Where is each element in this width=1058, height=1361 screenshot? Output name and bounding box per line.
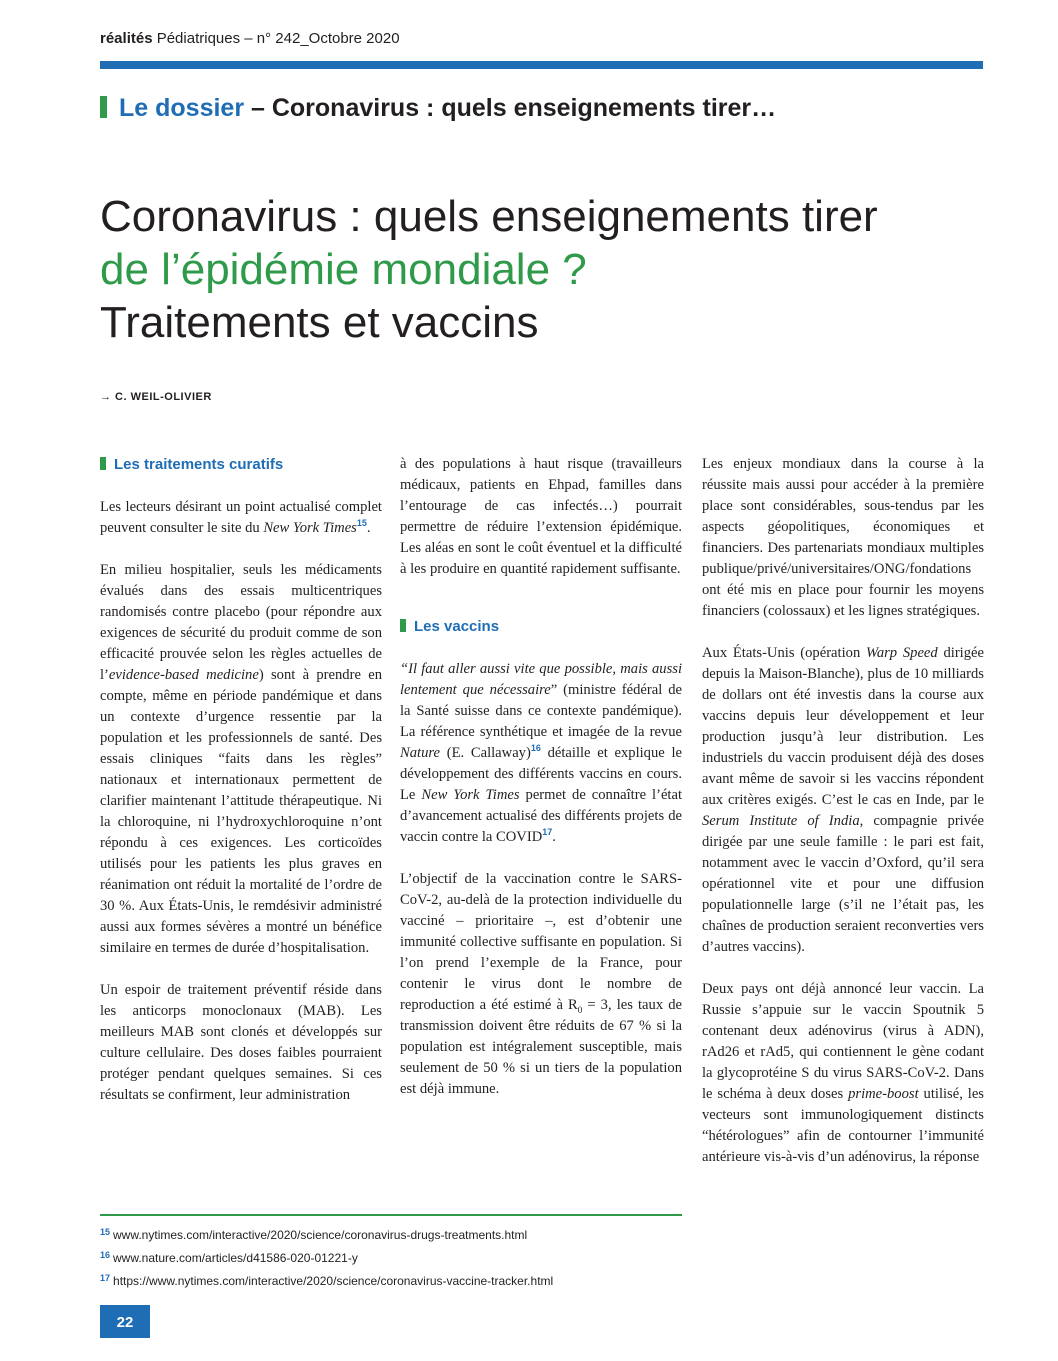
title-line-3: Traitements et vaccins	[100, 298, 539, 347]
text-run: Deux pays ont déjà annoncé leur vaccin. La Russie s’appuie sur le vaccin Spoutnik 5 contenant deux adénovirus (virus à ADN), rAd26 et rAd5, qui contiennent le gène codant la glycoprotéine S du virus SARS-CoV-2. Dans le schéma à deux doses	[702, 981, 984, 1102]
section-marker	[100, 96, 107, 118]
title-line-1: Coronavirus : quels enseignements tirer	[100, 192, 878, 241]
footnote-ref: 15	[356, 518, 367, 529]
footnote-ref: 16	[530, 743, 541, 754]
text-run: (E. Callaway)	[440, 745, 531, 761]
dossier-label: Le dossier	[119, 94, 245, 122]
text-run: Aux États-Unis (opération	[702, 645, 866, 661]
paragraph: Un espoir de traitement préventif réside dans les anticorps monoclonaux (MAB). Les meilleurs MAB sont clonés et développés sur culture cellulaire. Des doses faibles pourraient protéger pendant quelques semaines. Si ces résultats se confirment, leur administration	[100, 982, 382, 1103]
section-marker	[400, 619, 406, 632]
paragraph	[400, 659, 682, 848]
footnote-item	[100, 1268, 553, 1291]
footnote-link[interactable]: www.nytimes.com/interactive/2020/science/coronavirus-drugs-treatments.html	[113, 1228, 528, 1242]
footnote-link[interactable]: www.nature.com/articles/d41586-020-01221-y	[113, 1251, 358, 1265]
top-rule	[100, 61, 983, 69]
text-run: détaille et explique le développement des différents vaccins en cours. Le	[400, 745, 682, 803]
paragraph	[702, 979, 984, 1168]
paragraph	[100, 560, 382, 959]
text-run: L’objectif de la vaccination contre le SARS-CoV-2, au-delà de la protection individuelle du vacciné – prioritaire –, est d’obtenir une immunité collective suffisante en population. Si l’on prend l’exemple de la France, pour contenir le virus dont le nombre de reproduction a été estimé à R	[400, 871, 682, 1013]
dossier-subject: – Coronavirus : quels enseignements tirer…	[244, 94, 777, 122]
footnote-number: 16	[100, 1250, 111, 1260]
article-title	[100, 190, 878, 349]
text-emphasis: Warp Speed	[866, 645, 938, 661]
section-heading-label: Les traitements curatifs	[114, 456, 284, 473]
footnote-ref: 17	[542, 827, 553, 838]
quote: “Il faut aller aussi vite que possible, mais aussi lentement que nécessaire	[400, 661, 682, 698]
section-heading-label: Les vaccins	[414, 618, 500, 635]
author-byline: → C. WEIL-OLIVIER	[100, 391, 212, 403]
text-run: Les lecteurs désirant un point actualisé complet peuvent consulter le site du	[100, 499, 382, 536]
footnote-item	[100, 1245, 553, 1268]
text-emphasis: Nature	[400, 745, 440, 761]
subscript: 0	[577, 1004, 583, 1015]
column-1	[100, 454, 382, 1127]
text-run: utilisé, les vecteurs sont immunologiquement distincts “hétérologues” afin de contourner l’immunité antérieure vis-à-vis d’un adénovirus, la réponse	[702, 1086, 984, 1165]
footnote-rule	[100, 1214, 682, 1216]
text-run: ” (ministre fédéral de la Santé suisse dans ce contexte pandémique). La référence synthétique et imagée de la revue	[400, 682, 682, 740]
footnote-item	[100, 1222, 553, 1245]
paragraph	[400, 869, 682, 1100]
text-run: dirigée depuis la Maison-Blanche), plus de 10 milliards de dollars ont été investis dans la course aux vaccins depuis leur développement et leur production jusqu’à leur distribution. Les industriels du vaccin produisent déjà des doses avant même de savoir si les vaccins répondent aux critères exigés. C’est le cas en Inde, par le	[702, 645, 984, 808]
text-run: .	[552, 829, 556, 845]
footnote-number: 15	[100, 1227, 111, 1237]
journal-name: réalités	[100, 30, 153, 47]
issue-info: Pédiatriques – n° 242_Octobre 2020	[152, 30, 400, 47]
column-3	[702, 454, 984, 1189]
paragraph	[100, 497, 382, 539]
section-marker	[100, 457, 106, 470]
section-heading-vaccines	[400, 616, 682, 637]
text-emphasis: Serum Institute of India	[702, 813, 860, 829]
running-head	[100, 30, 400, 47]
paragraph: Les enjeux mondiaux dans la course à la réussite mais aussi pour accéder à la première place sont considérables, sous-tendus par les aspects géopolitiques, économiques et financiers. Des partenariats mondiaux multiples publique/privé/universitaires/ONG/fondations ont été mis en place pour fournir les moyens financiers (colossaux) et les lignes stratégiques.	[702, 456, 984, 619]
text-run: , compagnie privée dirigée par une seule famille : le pari est fait, notamment avec le vaccin d’Oxford, qu’il sera opérationnel vite et pour une diffusion populationnelle large (s’il ne l’était pas, les chaînes de production seraient reconverties vers d’autres vaccins).	[702, 813, 984, 955]
text-run: permet de connaître l’état d’avancement actualisé des différents projets de vaccin contre la COVID	[400, 787, 683, 845]
footnotes	[100, 1222, 553, 1291]
paragraph	[702, 643, 984, 958]
text-run: .	[366, 520, 371, 536]
footnote-number: 17	[100, 1273, 111, 1283]
text-run: = 3, les taux de transmission doivent être réduits de 67 % si la population est intégralement susceptible, mais seulement de 50 % si un tiers de la population est déjà immune.	[400, 997, 682, 1097]
column-2	[400, 454, 682, 1121]
text-emphasis: evidence-based medicine	[108, 667, 259, 683]
footnote-link[interactable]: https://www.nytimes.com/interactive/2020/science/coronavirus-vaccine-tracker.html	[113, 1274, 554, 1288]
paragraph: à des populations à haut risque (travailleurs médicaux, patients en Ehpad, familles dans l’entourage de cas infectés…) pourrait permettre de réduire l’extension épidémique. Les aléas en sont le coût éventuel et la difficulté à les produire en quantité rapidement suffisante.	[400, 456, 682, 577]
text-run: ) sont à prendre en compte, même en période pandémique et dans un contexte d’urgence ressentie par la population et les professionnels de santé. Des essais cliniques “faits dans les règles” nationaux et internationaux permettent de clarifier maintenant l’attitude thérapeutique. Ni la chloroquine, ni l’hydroxychloroquine n’ont répondu à ces exigences. Les corticoïdes utilisés pour les patients les plus graves en réanimation ont réduit la mortalité de l’ordre de 30 %. Aux États-Unis, le remdésivir administré aussi aux formes sévères a montré un bénéfice similaire en termes de durée d’hospitalisation.	[100, 667, 382, 956]
text-run: En milieu hospitalier, seuls les médicaments évalués dans des essais multicentriques randomisés contre placebo (pour répondre aux exigences de sécurité du produit comme de son efficacité prouvée selon les règles actuelles de l’	[100, 562, 382, 683]
text-emphasis: New York Times	[421, 787, 520, 803]
section-heading-treatments	[100, 454, 382, 475]
page-number: 22	[100, 1305, 150, 1338]
dossier-header	[100, 94, 776, 123]
title-line-2: de l’épidémie mondiale ?	[100, 245, 587, 294]
text-emphasis: New York Times	[263, 520, 357, 536]
text-emphasis: prime-boost	[848, 1086, 919, 1102]
